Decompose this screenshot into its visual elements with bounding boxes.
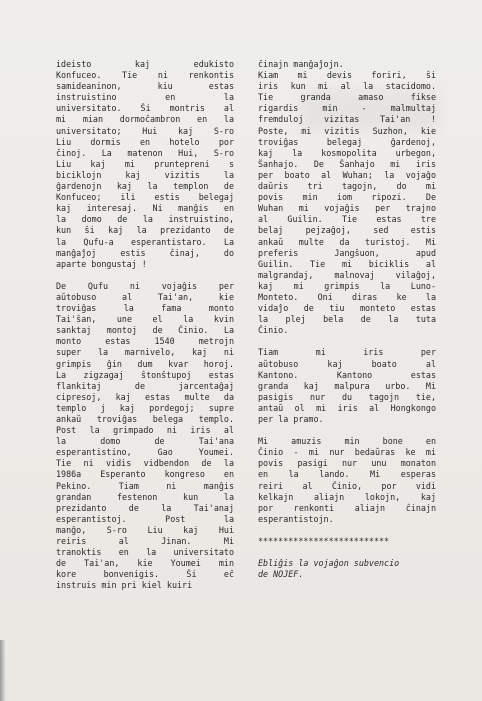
text-line: grandan festenon kun la bbox=[56, 491, 234, 502]
text-line: monto estas 1540 metrojn bbox=[56, 336, 234, 347]
text-line: granda kaj malpura urbo. Mi bbox=[258, 380, 436, 391]
text-line: Post la grimpado ni iris al bbox=[56, 425, 234, 436]
text-line: kore bonvenigis. Ŝi eĉ bbox=[56, 569, 234, 580]
text-line: troviĝas belegaj ĝardenoj, bbox=[258, 136, 436, 147]
text-line: Konfuceo; ili estis belegaj bbox=[56, 192, 234, 203]
text-line: povis pasigi nur unu monaton bbox=[258, 458, 436, 469]
text-line: Guilin. Tie mi biciklis al bbox=[258, 258, 436, 269]
text-line: en la lando. Mi esperas bbox=[258, 469, 436, 480]
text-line: Ŝanhajo. De Ŝanhajo mi iris bbox=[258, 158, 436, 169]
binding-edge bbox=[0, 640, 5, 701]
text-line: manĝo, S-ro Liu kaj Hui bbox=[56, 524, 234, 535]
text-line: belaj pejzaĝoj, sed estis bbox=[258, 225, 436, 236]
text-line: Ĉinio - mi nur bedaŭras ke mi bbox=[258, 447, 436, 458]
text-line: flankitaj de jarcentaĝaj bbox=[56, 380, 234, 391]
text-line: instruis min pri kiel kuiri bbox=[56, 580, 193, 591]
text-line: Tie granda amaso fikse bbox=[258, 92, 436, 103]
text-line: esperantistino, Gao Youmei. bbox=[56, 447, 234, 458]
text-line: preferis Jangŝuon, apud bbox=[258, 247, 436, 258]
text-line: cipresoj, kaj estas multe da bbox=[56, 391, 234, 402]
text-line: aŭtobuso kaj boato al bbox=[258, 358, 436, 369]
text-line: per boato al Wuhan; la vojaĝo bbox=[258, 169, 436, 180]
text-line: esperantistoj. Post la bbox=[56, 513, 234, 524]
text-line: biciklojn kaj vizitis la bbox=[56, 169, 234, 180]
text-line: fremduloj vizitas Tai'an ! bbox=[258, 114, 436, 125]
text-line: la Qufu-a esperantistaro. La bbox=[56, 236, 234, 247]
text-line: aparte bongustaj ! bbox=[56, 258, 147, 269]
text-line: vidaĵo de tiu monteto estas bbox=[258, 303, 436, 314]
text-line: templo j kaj pordegoj; supre bbox=[56, 402, 234, 413]
text-line: povis min iom ripozi. De bbox=[258, 192, 436, 203]
text-line: De Qufu ni vojaĝis per bbox=[56, 280, 234, 291]
text-line: iris kun mi al la stacidomo. bbox=[258, 81, 436, 92]
text-line: ĉinoj. La matenon Hui, S-ro bbox=[56, 147, 234, 158]
text-line: Ebliĝis la vojaĝon subvencio bbox=[258, 558, 400, 569]
text-line: universitato; Hui kaj S-ro bbox=[56, 125, 234, 136]
text-line: mi mian dormoĉambron en la bbox=[56, 114, 234, 125]
text-line bbox=[258, 525, 436, 536]
text-line: Liu kaj mi pruntepreni s bbox=[56, 158, 234, 169]
text-line: prezidanto de la Tai'anaj bbox=[56, 502, 234, 513]
text-line: kaj la kosmopolita urbegon, bbox=[258, 147, 436, 158]
text-line: aŭtobuso al Tai'an, kie bbox=[56, 291, 234, 302]
text-line: Tai'ŝan, une el la kvin bbox=[56, 314, 234, 325]
text-line: La zigzagaj ŝtonŝtupoj estas bbox=[56, 369, 234, 380]
text-line: super la marnivelo, kaj ni bbox=[56, 347, 234, 358]
text-line: ĉinajn manĝaĵojn. bbox=[258, 59, 344, 69]
text-line: la domo de la instruistino, bbox=[56, 214, 234, 225]
text-line: kelkajn aliajn lokojn, kaj bbox=[258, 491, 436, 502]
text-line: reiris al Jinan. Mi bbox=[56, 536, 234, 547]
text-line: Kantono. Kantono estas bbox=[258, 369, 436, 380]
text-line: Kiam mi devis foriri, ŝi bbox=[258, 70, 436, 81]
text-line: Tiam mi iris per bbox=[258, 347, 436, 358]
text-line: kun ŝi kaj la prezidanto de bbox=[56, 225, 234, 236]
text-line bbox=[258, 336, 436, 347]
text-line: tranoktis en la universitato bbox=[56, 547, 234, 558]
left-text-column bbox=[56, 59, 234, 592]
text-line: la plej bela de la tuta bbox=[258, 314, 436, 325]
text-line: ankaŭ multe da turistoj. Mi bbox=[258, 236, 436, 247]
right-text-column bbox=[258, 59, 436, 580]
text-line: per la pramo. bbox=[258, 414, 324, 424]
text-line: ĝardenojn kaj la templon de bbox=[56, 181, 234, 192]
text-line: esperantistojn. bbox=[258, 513, 334, 524]
text-line: Pekino. Tiam ni manĝis bbox=[56, 480, 234, 491]
text-line: la domo de Tai'ana bbox=[56, 436, 234, 447]
text-line bbox=[258, 547, 436, 558]
text-line: daŭris tri tagojn, do mi bbox=[258, 181, 436, 192]
text-line: kaj mi grimpis la Luno- bbox=[258, 280, 436, 291]
text-line: ************************** bbox=[258, 536, 390, 547]
text-line: por renkonti aliajn ĉinajn bbox=[258, 502, 436, 513]
text-line: ideisto kaj edukisto bbox=[56, 59, 234, 69]
text-line: Liu dormis en hotelo por bbox=[56, 136, 234, 147]
text-line: kaj interesaj. Ni manĝis en bbox=[56, 203, 234, 214]
text-line: Tie ni vidis vidbendon de la bbox=[56, 458, 234, 469]
text-line: al Guilin. Tie estas tre bbox=[258, 214, 436, 225]
text-line: rigardis min - malmultaj bbox=[258, 103, 436, 114]
text-line: Mi amuzis min bone en bbox=[258, 436, 436, 447]
text-line: troviĝas la fama monto bbox=[56, 303, 234, 314]
text-line: antaŭ ol mi iris al Hongkongo bbox=[258, 402, 436, 413]
text-line: de NOJEF. bbox=[258, 569, 304, 580]
text-line: reiri al Ĉinio, por vidi bbox=[258, 480, 436, 491]
text-line: pasigis nur du tagojn tie, bbox=[258, 391, 436, 402]
text-line: samideaninon, kiu estas bbox=[56, 81, 234, 92]
text-line: Monteto. Oni diras ke la bbox=[258, 291, 436, 302]
text-line bbox=[258, 425, 436, 436]
text-line: Wuhan mi vojaĝis per trajno bbox=[258, 203, 436, 214]
text-line: ankaŭ troviĝas belega templo. bbox=[56, 414, 234, 424]
text-line bbox=[56, 270, 234, 281]
text-line: instruistino en la bbox=[56, 92, 234, 103]
text-line: universitato. Ŝi montris al bbox=[56, 103, 234, 114]
text-line: Konfuceo. Tie ni renkontis bbox=[56, 70, 234, 81]
text-line: manĝaĵoj estis ĉinaj, do bbox=[56, 247, 234, 258]
text-line: 1986a Esperanto kongreso en bbox=[56, 469, 234, 480]
text-line: Poste, mi vizitis Suzhon, kie bbox=[258, 125, 436, 136]
text-line: sanktaj montoj de Ĉinio. La bbox=[56, 325, 234, 336]
text-line: de Tai'an, kie Youmei min bbox=[56, 558, 234, 569]
text-line: malgrandaj, malnovaj vilaĝoj, bbox=[258, 269, 436, 280]
text-line: Ĉinio. bbox=[258, 325, 289, 336]
text-line: grimpis ĝin dum kvar horoj. bbox=[56, 358, 234, 369]
